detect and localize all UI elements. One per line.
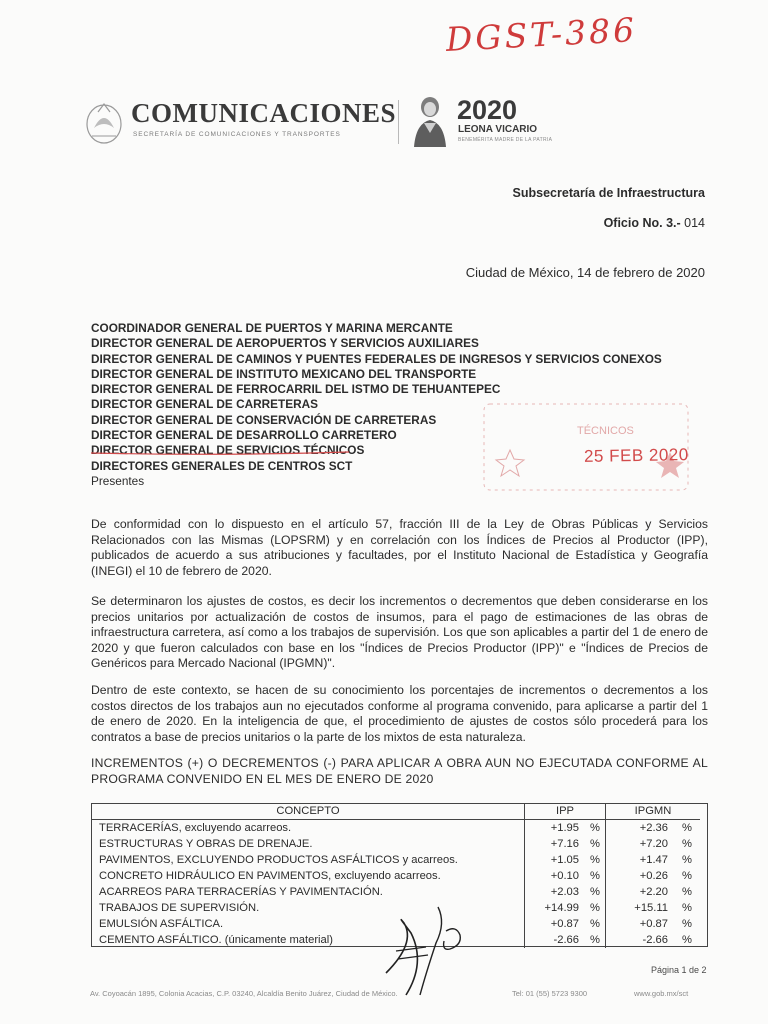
- col-header-concepto: CONCEPTO: [92, 803, 525, 820]
- recipient: DIRECTOR GENERAL DE INSTITUTO MEXICANO DEL TRANSPORTE: [91, 366, 477, 381]
- handwritten-signature: [376, 903, 496, 999]
- cell-pct: %: [585, 900, 606, 916]
- cell-ipgmn: +2.20: [639, 885, 668, 898]
- cell-pct: %: [585, 836, 606, 852]
- cell-ipp: +7.16: [525, 836, 586, 852]
- national-seal-icon: [84, 98, 124, 146]
- year-caption: BENEMÉRITA MADRE DE LA PATRIA: [458, 137, 553, 143]
- cell-ipp: +14.99: [525, 900, 586, 916]
- recipient: DIRECTOR GENERAL DE AEROPUERTOS Y SERVICIOS AUXILIARES: [91, 336, 479, 351]
- cell-concepto: ESTRUCTURAS Y OBRAS DE DRENAJE.: [99, 837, 313, 850]
- brand-subtitle: SECRETARÍA DE COMUNICACIONES Y TRANSPORTES: [133, 131, 341, 138]
- cell-ipp: +0.87: [525, 916, 586, 932]
- place-date: Ciudad de México, 14 de febrero de 2020: [465, 265, 705, 280]
- cell-ipgmn: +0.87: [639, 917, 668, 930]
- cell-pct: %: [585, 932, 606, 948]
- table-heading: INCREMENTOS (+) O DECREMENTOS (-) PARA APLICAR A OBRA AUN NO EJECUTADA CONFORME AL PROGRAMA CONVENIDO EN EL MES DE ENERO DE 2020: [91, 756, 708, 786]
- cell-ipp: -2.66: [525, 932, 586, 948]
- recipient: DIRECTOR GENERAL DE CARRETERAS: [91, 397, 319, 412]
- year-title: 2020: [457, 95, 518, 125]
- cell-ipgmn: +7.20: [639, 837, 668, 850]
- recipient: DIRECTOR GENERAL DE SERVICIOS TÉCNICOS: [91, 443, 365, 458]
- table-row: [92, 852, 700, 868]
- cell-ipgmn: +0.26: [639, 869, 668, 882]
- brand-title: COMUNICACIONES: [131, 98, 397, 128]
- table-row: [92, 836, 700, 852]
- cell-ipgmn: +2.36: [639, 821, 668, 834]
- cell-concepto: CONCRETO HIDRÁULICO EN PAVIMENTOS, excluyendo acarreos.: [99, 869, 441, 882]
- paragraph: Dentro de este contexto, se hacen de su conocimiento los porcentajes de incrementos o decrementos a los costos directos de los trabajos aun no ejecutados conforme al programa convenido, para aplicarse a partir del 1 de enero de 2020. En la inteligencia de que, el procedimiento de ajustes de costos sólo procederá para los contratos a base de precios unitarios o la parte de los mixtos de esta naturaleza.: [91, 683, 708, 744]
- recipient: DIRECTORES GENERALES DE CENTROS SCT: [91, 458, 353, 473]
- cell-ipp: +1.05: [525, 852, 586, 868]
- cell-concepto: PAVIMENTOS, EXCLUYENDO PRODUCTOS ASFÁLTICOS y acarreos.: [99, 853, 458, 866]
- col-header-ipgmn: IPGMN: [606, 803, 701, 820]
- cell-pct: %: [682, 885, 692, 898]
- cell-pct: %: [585, 852, 606, 868]
- cell-pct: %: [682, 869, 692, 882]
- cell-ipp: +2.03: [525, 884, 586, 900]
- oficio-label: Oficio No. 3.-: [603, 216, 681, 230]
- cell-ipp: +0.10: [525, 868, 586, 884]
- cell-ipgmn: +15.11: [634, 901, 668, 914]
- cell-pct: %: [585, 884, 606, 900]
- footer-phone: Tel: 01 (55) 5723 9300: [512, 989, 588, 998]
- subsecretaria: Subsecretaría de Infraestructura: [512, 186, 705, 200]
- recipient: DIRECTOR GENERAL DE CONSERVACIÓN DE CARRETERAS: [91, 412, 437, 427]
- paragraph: De conformidad con lo dispuesto en el artículo 57, fracción III de la Ley de Obras Públicas y Servicios Relacionados con las Mismas (LOPSRM) y en correlación con los Índices de Precios al Productor (IPP), publicados de acuerdo a sus atribuciones y facultades, por el Instituto Nacional de Estadística y Geografía (INEGI) el 10 de febrero de 2020.: [91, 517, 708, 578]
- table-row: [92, 884, 700, 900]
- recipient: COORDINADOR GENERAL DE PUERTOS Y MARINA MERCANTE: [91, 321, 453, 335]
- cell-pct: %: [585, 868, 606, 884]
- handwritten-code: DGST-386: [444, 10, 638, 59]
- presentes: Presentes: [91, 473, 145, 488]
- table-row: [92, 820, 700, 837]
- table-row: [92, 868, 700, 884]
- cell-ipgmn: +1.47: [639, 853, 668, 866]
- recipient: DIRECTOR GENERAL DE DESARROLLO CARRETERO: [91, 428, 397, 443]
- year-name: LEONA VICARIO: [458, 124, 538, 135]
- cell-ipgmn: -2.66: [642, 933, 668, 946]
- oficio-number: [604, 216, 705, 230]
- cell-pct: %: [682, 901, 692, 914]
- oficio-value: 014: [684, 216, 705, 230]
- cell-concepto: TRABAJOS DE SUPERVISIÓN.: [99, 901, 260, 914]
- stamp-date: 25 FEB 2020: [583, 445, 689, 466]
- cell-concepto: ACARREOS PARA TERRACERÍAS Y PAVIMENTACIÓN.: [99, 885, 383, 898]
- cell-pct: %: [585, 916, 606, 932]
- col-header-ipp: IPP: [525, 803, 606, 820]
- cell-ipp: +1.95: [525, 820, 586, 837]
- cell-pct: %: [682, 821, 692, 834]
- red-underline-mark: [91, 451, 349, 456]
- leona-vicario-portrait-icon: [408, 93, 452, 147]
- table-header-row: [92, 803, 700, 820]
- recipient: DIRECTOR GENERAL DE FERROCARRIL DEL ISTMO DE TEHUANTEPEC: [91, 382, 501, 397]
- footer-address: Av. Coyoacán 1895, Colonia Acacias, C.P. 03240, Alcaldía Benito Juárez, Ciudad de México.: [90, 989, 398, 998]
- cell-pct: %: [682, 933, 692, 946]
- cell-pct: %: [682, 853, 692, 866]
- footer-website: www.gob.mx/sct: [634, 989, 689, 998]
- cell-concepto: CEMENTO ASFÁLTICO. (únicamente material): [99, 933, 333, 946]
- cell-concepto: TERRACERÍAS, excluyendo acarreos.: [99, 821, 292, 834]
- page-number: Página 1 de 2: [651, 965, 707, 975]
- paragraph: Se determinaron los ajustes de costos, es decir los incrementos o decrementos que deben considerarse en los precios unitarios por actualización de costos de insumos, para el pago de estimaciones de las obras de infraestructura carretera, así como a los trabajos de supervisión. Los que son aplicables a partir del 1 de enero de 2020 y que fueron calculados con base en los "Índices de Precios Productor (IPP)" e "Índices de Precios de Genéricos para Mercado Nacional (IPGMN)".: [91, 594, 708, 671]
- cell-pct: %: [682, 917, 692, 930]
- header-divider: [398, 100, 399, 144]
- recipient: DIRECTOR GENERAL DE CAMINOS Y PUENTES FEDERALES DE INGRESOS Y SERVICIOS CONEXOS: [91, 351, 662, 366]
- svg-text:TÉCNICOS: TÉCNICOS: [577, 425, 634, 437]
- cell-concepto: EMULSIÓN ASFÁLTICA.: [99, 917, 224, 930]
- cell-pct: %: [585, 820, 606, 837]
- cell-pct: %: [682, 837, 692, 850]
